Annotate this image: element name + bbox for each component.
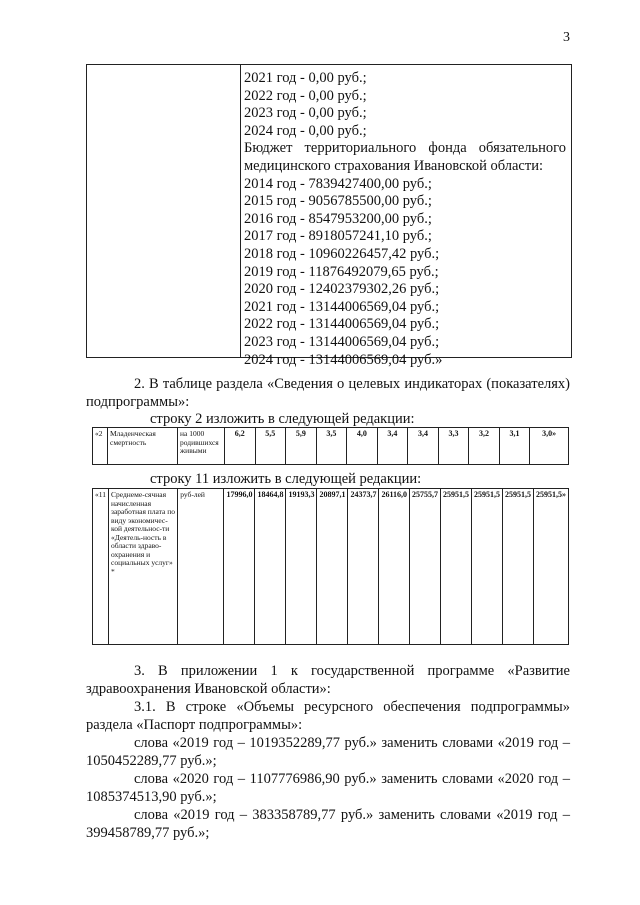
indicator-value: 5,5 bbox=[255, 428, 286, 465]
budget-line: 2023 год - 0,00 руб.; bbox=[244, 105, 367, 122]
indicator-row-2 bbox=[92, 427, 569, 465]
indicator-value: 6,2 bbox=[225, 428, 256, 465]
indicator-value: 25951,5» bbox=[534, 489, 569, 645]
budget-line: 2021 год - 13144006569,04 руб.; bbox=[244, 298, 440, 315]
indicator-name: Младенческая смертность bbox=[108, 428, 178, 465]
indicator-value: 3,2 bbox=[469, 428, 500, 465]
budget-line: 2024 год - 0,00 руб.; bbox=[244, 122, 367, 139]
indicator-unit: руб-лей bbox=[178, 489, 224, 645]
indicator-value: 3,4 bbox=[408, 428, 439, 465]
budget-line: 2015 год - 9056785500,00 руб.; bbox=[244, 193, 432, 210]
indicator-value: 20897,1 bbox=[317, 489, 348, 645]
indicator-value: 3,4 bbox=[377, 428, 408, 465]
row-number: «11 bbox=[93, 489, 109, 645]
indicator-value: 25951,5 bbox=[441, 489, 472, 645]
budget-line: 2022 год - 13144006569,04 руб.; bbox=[244, 316, 440, 333]
row11-intro: строку 11 изложить в следующей редакции: bbox=[150, 471, 422, 487]
indicator-value: 3,1 bbox=[499, 428, 530, 465]
indicator-row-11 bbox=[92, 488, 569, 645]
indicator-value: 18464,8 bbox=[255, 489, 286, 645]
budget-line: 2014 год - 7839427400,00 руб.; bbox=[244, 175, 432, 192]
budget-line: 2016 год - 8547953200,00 руб.; bbox=[244, 210, 432, 227]
replacement-3: слова «2019 год – 383358789,77 руб.» заменить словами «2019 год – 399458789,77 руб.»; bbox=[86, 807, 570, 841]
indicator-value: 24373,7 bbox=[348, 489, 379, 645]
indicator-value: 17996,0 bbox=[224, 489, 255, 645]
budget-line: 2021 год - 0,00 руб.; bbox=[244, 70, 367, 86]
indicator-value: 5,9 bbox=[286, 428, 317, 465]
indicator-value: 3,0» bbox=[530, 428, 569, 465]
indicator-value: 3,5 bbox=[316, 428, 347, 465]
budget-line: 2023 год - 13144006569,04 руб.; bbox=[244, 333, 440, 350]
budget-heading: Бюджет территориального фонда обязательного медицинского страхования Ивановской области: bbox=[244, 140, 566, 174]
paragraph-3-1: 3.1. В строке «Объемы ресурсного обеспечения подпрограммы» раздела «Паспорт подпрограммы»: bbox=[86, 699, 570, 733]
budget-line: 2024 год - 13144006569,04 руб.» bbox=[244, 351, 443, 368]
indicator-value: 3,3 bbox=[438, 428, 469, 465]
budget-table bbox=[86, 64, 572, 368]
indicator-value: 25951,5 bbox=[472, 489, 503, 645]
empty-cell bbox=[87, 65, 241, 357]
indicator-value: 25755,7 bbox=[410, 489, 441, 645]
replacement-1: слова «2019 год – 1019352289,77 руб.» заменить словами «2019 год – 1050452289,77 руб.»; bbox=[86, 735, 570, 769]
budget-line: 2019 год - 11876492079,65 руб.; bbox=[244, 263, 439, 280]
budget-line: 2020 год - 12402379302,26 руб.; bbox=[244, 281, 440, 298]
budget-line: 2018 год - 10960226457,42 руб.; bbox=[244, 245, 440, 262]
row-number: «2 bbox=[93, 428, 108, 465]
row2-intro: строку 2 изложить в следующей редакции: bbox=[150, 411, 415, 427]
paragraph-2: 2. В таблице раздела «Сведения о целевых индикаторах (показателях) подпрограммы»: bbox=[86, 376, 570, 410]
budget-cell bbox=[244, 70, 566, 369]
paragraph-3: 3. В приложении 1 к государственной программе «Развитие здравоохранения Ивановской области»: bbox=[86, 663, 570, 697]
indicator-value: 25951,5 bbox=[503, 489, 534, 645]
indicator-unit: на 1000 родившихся живыми bbox=[178, 428, 225, 465]
budget-line: 2022 год - 0,00 руб.; bbox=[244, 87, 367, 104]
replacement-2: слова «2020 год – 1107776986,90 руб.» заменить словами «2020 год – 1085374513,90 руб.»; bbox=[86, 771, 570, 805]
indicator-name: Среднеме-сячная начисленная заработная плата по виду экономичес-кой деятельнос-ти «Деятель-ность в области здраво-охранения и социальных услуг» * bbox=[108, 489, 177, 645]
indicator-value: 26116,0 bbox=[379, 489, 410, 645]
indicator-value: 19193,3 bbox=[286, 489, 317, 645]
indicator-value: 4,0 bbox=[347, 428, 378, 465]
page-number: 3 bbox=[563, 30, 570, 45]
budget-line: 2017 год - 8918057241,10 руб.; bbox=[244, 228, 432, 245]
